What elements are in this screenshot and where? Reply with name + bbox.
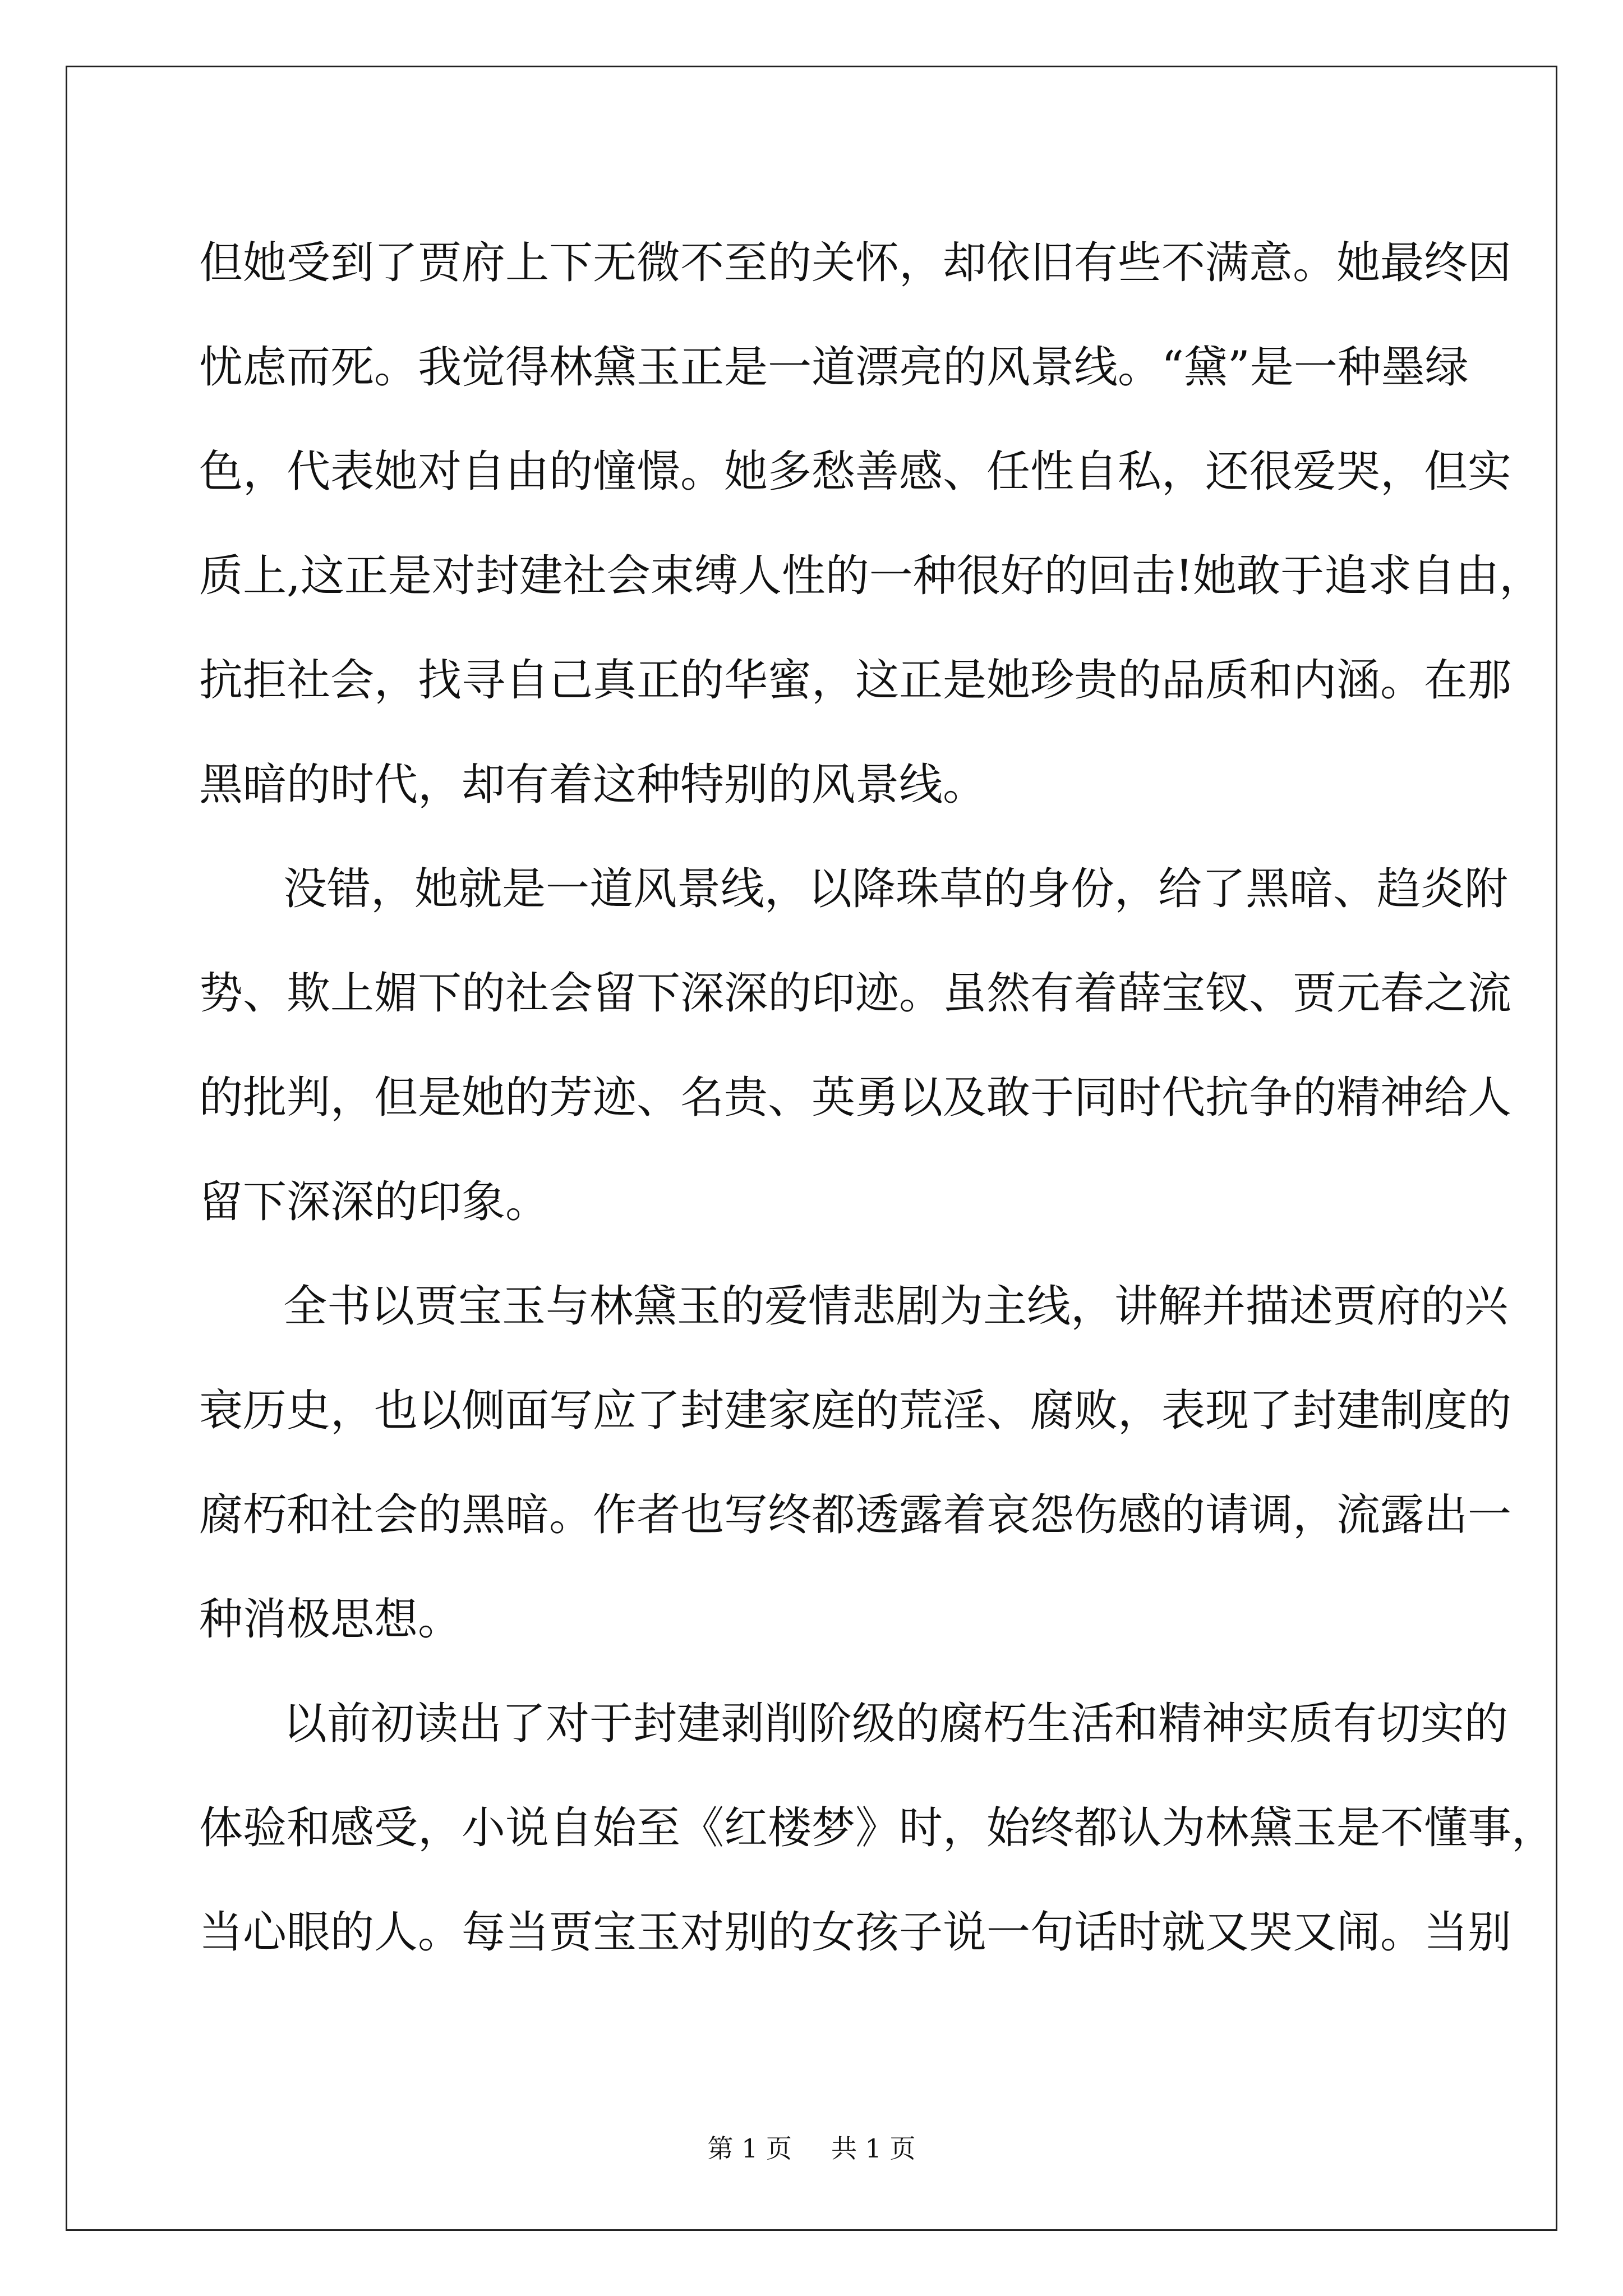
- text-line: 质上,这正是对封建社会束缚人性的一种很好的回击!她敢于追求自由，: [199, 551, 1543, 601]
- text-line: 当心眼的人。每当贾宝玉对别的女孩子说一句话时就又哭又闹。当别: [199, 1907, 1512, 1958]
- text-line: 体验和感受，小说自始至《红楼梦》时，始终都认为林黛玉是不懂事，: [199, 1803, 1556, 1853]
- text-line: 衰历史，也以侧面写应了封建家庭的荒淫、腐败，表现了封建制度的: [199, 1386, 1512, 1436]
- text-line: 以前初读出了对于封建剥削阶级的腐朽生活和精神实质有切实的: [283, 1699, 1509, 1749]
- page-total: 共 1 页: [831, 2133, 916, 2164]
- document-body: [199, 211, 1556, 1985]
- text-line: 腐朽和社会的黑暗。作者也写终都透露着哀怨伤感的请调，流露出一: [199, 1490, 1512, 1540]
- text-line: 抗拒社会，找寻自己真正的华蜜，这正是她珍贵的品质和内涵。在那: [199, 655, 1512, 706]
- page-footer: [0, 2132, 1623, 2165]
- text-line: 种消极思想。: [199, 1594, 462, 1645]
- text-line: 但她受到了贾府上下无微不至的关怀，却依旧有些不满意。她最终因: [199, 238, 1512, 288]
- text-line: 忧虑而死。我觉得林黛玉正是一道漂亮的风景线。“黛”是一种墨绿: [199, 342, 1469, 393]
- text-line: 势、欺上媚下的社会留下深深的印迹。虽然有着薛宝钗、贾元春之流: [199, 968, 1512, 1019]
- text-line: 没错，她就是一道风景线，以降珠草的身份，给了黑暗、趋炎附: [283, 864, 1509, 914]
- text-line: 的批判，但是她的芳迹、名贵、英勇以及敢于同时代抗争的精神给人: [199, 1073, 1512, 1123]
- text-line: 全书以贾宝玉与林黛玉的爱情悲剧为主线，讲解并描述贾府的兴: [283, 1281, 1509, 1332]
- page-number: 第 1 页: [707, 2133, 792, 2164]
- text-line: 留下深深的印象。: [199, 1177, 550, 1227]
- text-line: 色，代表她对自由的憧憬。她多愁善感、任性自私，还很爱哭，但实: [199, 447, 1512, 497]
- text-line: 黑暗的时代，却有着这种特别的风景线。: [199, 760, 987, 810]
